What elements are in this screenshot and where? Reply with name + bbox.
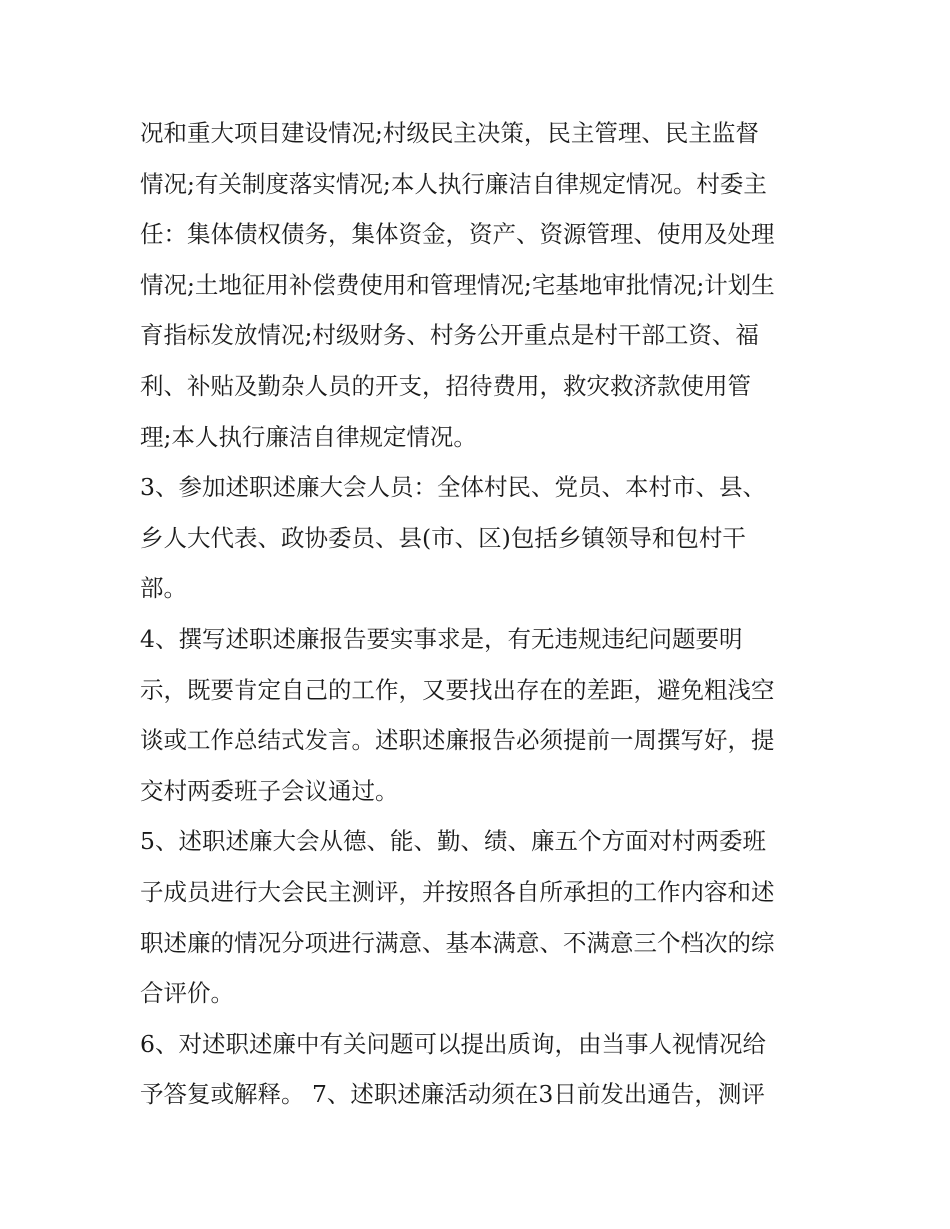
text-line: 交村两委班子会议通过。: [140, 776, 399, 805]
text-line: 予答复或解释。 7、述职述廉活动须在3日前发出通告，测评: [140, 1080, 765, 1109]
paragraph-item-5: [140, 816, 812, 1018]
text-line: 3、参加述职述廉大会人员：全体村民、党员、本村市、县、: [140, 473, 766, 502]
text-line: 6、对述职述廉中有关问题可以提出质询，由当事人视情况给: [140, 1029, 766, 1058]
text-line: 理;本人执行廉洁自律规定情况。: [140, 422, 477, 451]
text-line: 任：集体债权债务，集体资金，资产、资源管理、使用及处理: [140, 220, 775, 249]
document-body: [140, 108, 812, 1120]
text-line: 部。: [140, 574, 187, 603]
paragraph-item-4: [140, 614, 812, 816]
text-line: 合评价。: [140, 979, 234, 1008]
text-line: 况和重大项目建设情况;村级民主决策，民主管理、民主监督: [140, 119, 759, 147]
paragraph-item-3: [140, 462, 812, 614]
text-line: 利、补贴及勤杂人员的开支，招待费用，救灾救济款使用管: [140, 371, 751, 400]
paragraph-village-duties: [140, 108, 812, 462]
text-line: 职述廉的情况分项进行满意、基本满意、不满意三个档次的综: [140, 928, 775, 957]
text-line: 情况;有关制度落实情况;本人执行廉洁自律规定情况。村委主: [140, 169, 767, 198]
paragraph-item-6-7: [140, 1019, 812, 1120]
text-line: 子成员进行大会民主测评，并按照各自所承担的工作内容和述: [140, 877, 775, 906]
text-line: 育指标发放情况;村级财务、村务公开重点是村干部工资、福: [140, 321, 759, 350]
text-line: 4、撰写述职述廉报告要实事求是，有无违规违纪问题要明: [140, 624, 743, 653]
text-line: 情况;土地征用补偿费使用和管理情况;宅基地审批情况;计划生: [140, 270, 775, 299]
text-line: 谈或工作总结式发言。述职述廉报告必须提前一周撰写好，提: [140, 726, 775, 755]
text-line: 乡人大代表、政协委员、县(市、区)包括乡镇领导和包村干: [140, 523, 746, 552]
text-line: 5、述职述廉大会从德、能、勤、绩、廉五个方面对村两委班: [140, 827, 766, 856]
text-line: 示，既要肯定自己的工作，又要找出存在的差距，避免粗浅空: [140, 675, 775, 704]
